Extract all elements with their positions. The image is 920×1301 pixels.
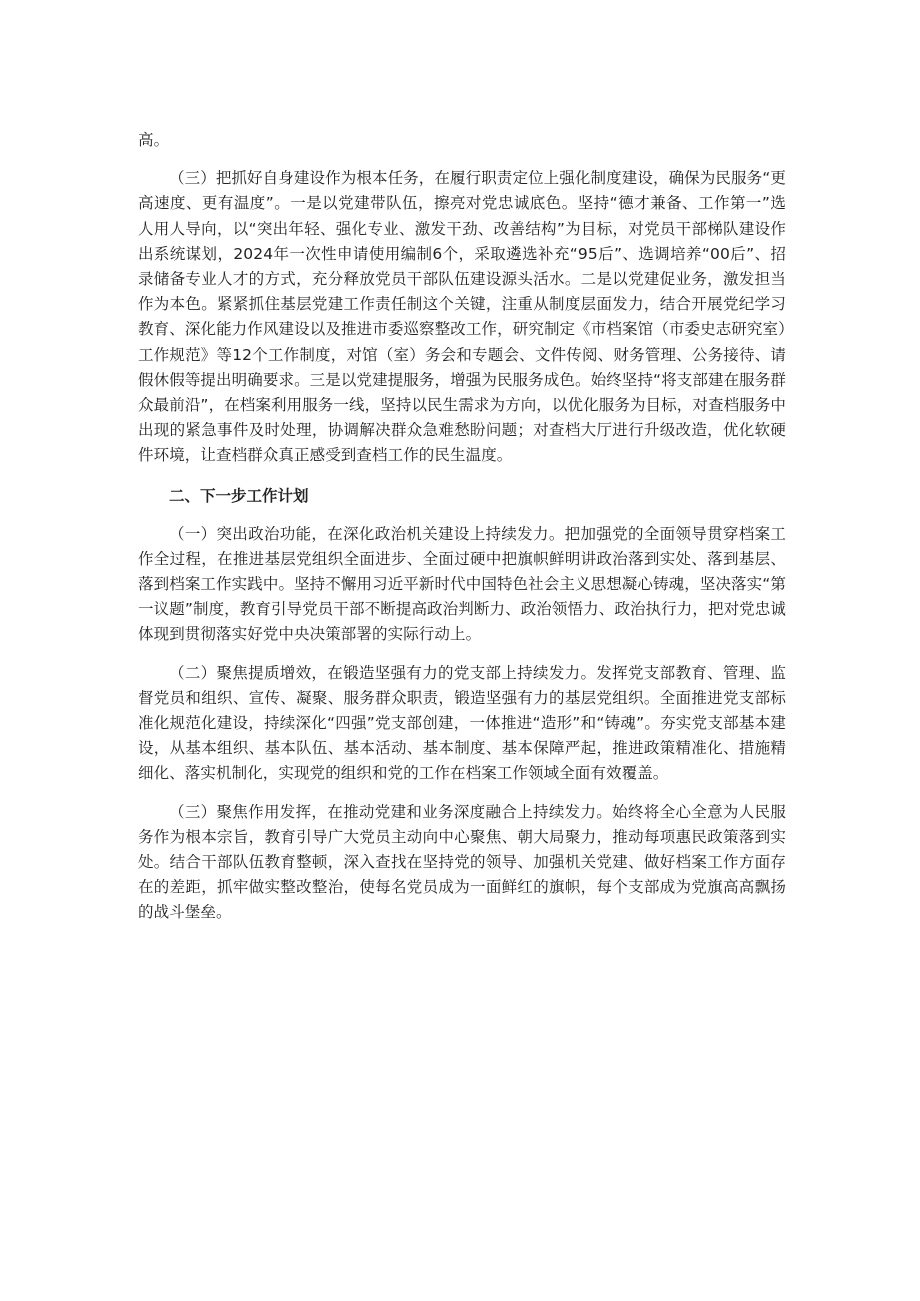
plan-item1-paragraph: （一）突出政治功能，在深化政治机关建设上持续发力。把加强党的全面领导贯穿档案工作全过程，在推进基层党组织全面进步、全面过硬中把旗帜鲜明讲政治落到实处、落到基层、落到档案工作实践中。坚持不懈用习近平新时代中国特色社会主义思想凝心铸魂，坚决落实“第一议题”制度，教育引导党员干部不断提高政治判断力、政治领悟力、政治执行力，把对党忠诚体现到贯彻落实好党中央决策部署的实际行动上。 — [138, 524, 786, 644]
plan-item3-paragraph: （三）聚焦作用发挥，在推动党建和业务深度融合上持续发力。始终将全心全意为人民服务作为根本宗旨，教育引导广大党员主动向中心聚焦、朝大局聚力，推动每项惠民政策落到实处。结合干部队伍教育整顿，深入查找在坚持党的领导、加强机关党建、做好档案工作方面存在的差距，抓牢做实整改整治，使每名党员成为一面鲜红的旗帜，每个支部成为党旗高高飘扬的战斗堡垒。 — [138, 802, 786, 922]
section1-item3-paragraph: （三）把抓好自身建设作为根本任务，在履行职责定位上强化制度建设，确保为民服务“更高速度、更有温度”。一是以党建带队伍，擦亮对党忠诚底色。坚持“德才兼备、工作第一”选人用人导向，以“突出年轻、强化专业、激发干劲、改善结构”为目标，对党员干部梯队建设作出系统谋划，2024年一次性申请使用编制6个，采取遴选补充“95后”、选调培养“00后”、招录储备专业人才的方式，充分释放党员干部队伍建设源头活水。二是以党建促业务，激发担当作为本色。紧紧抓住基层党建工作责任制这个关键，注重从制度层面发力，结合开展党纪学习教育、深化能力作风建设以及推进市委巡察整改工作，研究制定《市档案馆（市委史志研究室）工作规范》等12个工作制度，对馆（室）务会和专题会、文件传阅、财务管理、公务接待、请假休假等提出明确要求。三是以党建提服务，增强为民服务成色。始终坚持“将支部建在服务群众最前沿”，在档案利用服务一线，坚持以民生需求为方向，以优化服务为目标，对查档服务中出现的紧急事件及时处理，协调解决群众急难愁盼问题；对查档大厅进行升级改造，优化软硬件环境，让查档群众真正感受到查档工作的民生温度。 — [138, 169, 786, 465]
section2-heading: 二、下一步工作计划 — [169, 486, 309, 505]
continuation-text: 高。 — [138, 131, 170, 149]
document-page — [138, 128, 786, 926]
plan-item2-paragraph: （二）聚焦提质增效，在锻造坚强有力的党支部上持续发力。发挥党支部教育、管理、监督党员和组织、宣传、凝聚、服务群众职责，锻造坚强有力的基层党组织。全面推进党支部标准化规范化建设，持续深化“四强”党支部创建，一体推进“造形”和“铸魂”。夯实党支部基本建设，从基本组织、基本队伍、基本活动、基本制度、基本保障严起，推进政策精准化、措施精细化、落实机制化，实现党的组织和党的工作在档案工作领域全面有效覆盖。 — [138, 663, 786, 783]
